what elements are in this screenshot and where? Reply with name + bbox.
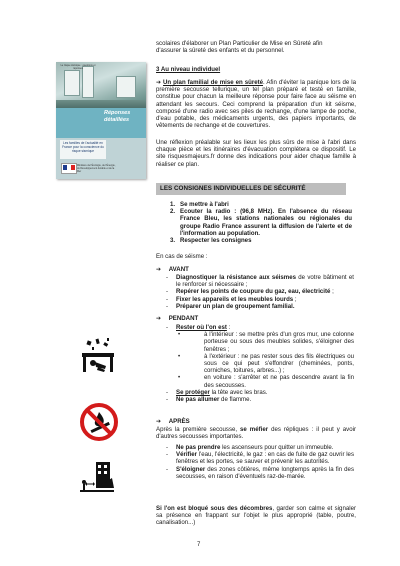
booklet-subtitle: Les familles de l'actualité en France pour la conscience du risque sismique [60, 140, 106, 159]
booklet-cover-image [56, 62, 146, 179]
list-item: - S'éloigner des zones côtières, même longtemps après la fin des secousses, en raison d'éventuels raz-de-marée. [166, 465, 354, 480]
evacuation-paragraph: Une réflexion préalable sur les lieux les plus sûrs de mise à l'abri dans chaque pièce et les itinéraires d'évacuation complétera ce dispositif. Le site risquesmajeurs.fr donne des indications pour aider chaque famille à réaliser ce plan. [156, 139, 356, 168]
republique-logo [61, 163, 77, 174]
pendant-title: ➔ PENDANT [156, 315, 199, 322]
trapped-person-icon [78, 456, 118, 496]
apres-title: ➔ APRÈS [156, 418, 190, 425]
final-paragraph: Si l'on est bloqué sous des décombres, garder son calme et signaler sa présence en frappant sur l'objet le plus approprié (table, poutre, canalisation...) [156, 505, 356, 527]
pendant-list [166, 324, 354, 403]
page-number: 7 [197, 542, 201, 548]
list-item: - Repérer les points de coupure du gaz, eau, électricité ; [166, 288, 334, 296]
list-item: - Rester où l'on est : [166, 324, 231, 331]
list-item: • à l'extérieur : ne pas rester sous des fils électriques ou sous ce qui peut s'effondrer (cheminées, ponts, corniches, toitures, arbres...) ; [178, 352, 354, 375]
list-item: • à l'intérieur : se mettre près d'un gros mur, une colonne porteuse ou sous des meubles solides, s'éloigner des fenêtres ; [178, 331, 354, 353]
arrow-icon: ➔ [156, 315, 162, 322]
booklet-ministry: Ministère de l'Écologie, de l'Énergie, du Développement durable et de la Mer [77, 164, 116, 173]
arrow-icon: ➔ [156, 266, 162, 273]
list-item: 2. Ecouter la radio : (96,8 MHz). En l'absence du réseau France Bleu, les stations nationales ou régionales du groupe Radio France assurent la diffusion de l'alerte et de l'information au population. [170, 208, 352, 237]
no-flame-icon [79, 402, 119, 442]
list-item: - Fixer les appareils et les meubles lourds ; [166, 295, 297, 303]
table-shelter-icon [78, 336, 118, 376]
section-title: 3 Au niveau individuel [156, 66, 221, 73]
consignes-header: LES CONSIGNES INDIVIDUELLES DE SÉCURITÉ [156, 183, 346, 195]
list-item: - Diagnostiquer la résistance aux séismes de votre bâtiment et le renforcer si nécessaire ; [166, 274, 354, 289]
list-item: - Ne pas allumer de flamme. [166, 396, 252, 404]
avant-title: ➔ AVANT [156, 266, 189, 273]
list-item: 3. Respecter les consignes [170, 237, 252, 245]
list-item: - Préparer un plan de groupement familial. [166, 302, 295, 310]
list-item: • en voiture : s'arrêter et ne pas descendre avant la fin des secousses. [178, 374, 354, 389]
arrow-icon: ➔ [156, 418, 162, 425]
list-item: - Se protéger la tête avec les bras. [166, 388, 268, 396]
list-item: - Vérifier l'eau, l'électricité, le gaz : en cas de fuite de gaz ouvrir les fenêtres et les portes, se sauver et prévenir les autorités. [166, 451, 354, 466]
list-item: - Ne pas prendre les ascenseurs pour quitter un immeuble. [166, 444, 334, 451]
earthquake-photo: Le risque sismique : questions et réponses [56, 62, 146, 112]
booklet-band: Réponses détaillées [56, 108, 146, 138]
en-cas-label: En cas de séisme : [156, 253, 208, 260]
family-plan-paragraph: ➔ Un plan familial de mise en sûreté. Afin d'éviter la panique lors de la première secousse tellurique, un tel plan préparé et testé en famille, constitue pour chacun la meilleure réponse pour faire face au séisme en attendant les secours. Ceci comprend la préparation d'un kit séisme, composé d'une radio avec ses piles de rechange, d'une lampe de poche, d'eau potable, des médicaments urgents, des papiers importants, de vêtements de rechange et de couvertures. [156, 79, 357, 130]
numbered-list [170, 201, 352, 244]
apres-list [166, 444, 354, 480]
avant-list [166, 274, 354, 310]
apres-intro: Après la première secousse, se méfier des répliques : il peut y avoir d'autres secousses importantes. [156, 426, 356, 441]
intro-paragraph: scolaires d'élaborer un Plan Particulier de Mise en Sûreté afin d'assurer la sûreté des enfants et du personnel. [156, 40, 323, 55]
arrow-icon: ➔ [156, 79, 162, 86]
list-item: 1. Se mettre à l'abri [170, 201, 229, 208]
